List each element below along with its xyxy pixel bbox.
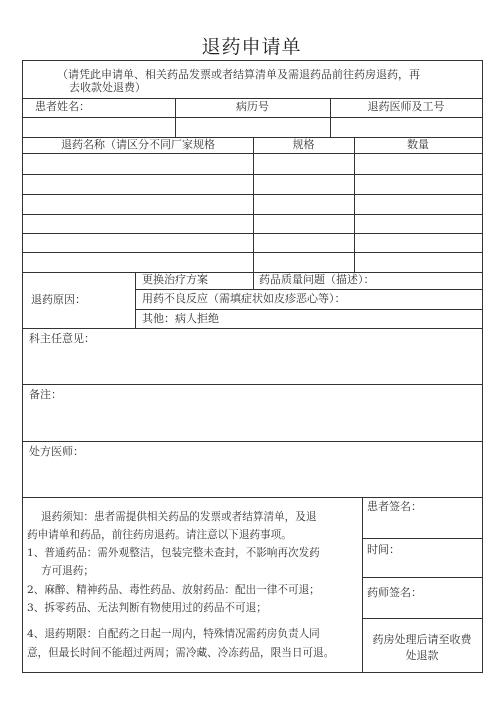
pharmacy-note-line-2: 处退款 — [405, 649, 439, 662]
reason-quality-issue[interactable]: 药品质量问题（描述）： — [259, 273, 375, 286]
refund-doctor-field[interactable] — [331, 118, 482, 137]
reason-other[interactable]: 其他：病人拒绝 — [142, 312, 219, 325]
record-number-label: 病历号 — [236, 100, 269, 113]
spec-header: 规格 — [292, 138, 315, 151]
reason-adverse-reaction[interactable]: 用药不良反应（需填症状如皮疹恶心等）： — [142, 292, 346, 305]
notice-line-4: 方可退药； — [41, 565, 94, 577]
pharmacy-note-line-1: 药房处理后请至收费 — [372, 633, 472, 646]
director-opinion-field[interactable] — [23, 329, 482, 384]
prescriber-field[interactable] — [23, 442, 482, 497]
patient-name-field[interactable] — [23, 118, 175, 137]
notice-line-6: 3、拆零药品、无法判断有物使用过的药品不可退； — [27, 602, 267, 614]
notice-line-8: 意，但最长时间不能超过两周；需冷藏、冷冻药品，限当日可退。 — [27, 647, 335, 659]
table-row[interactable] — [23, 215, 482, 233]
drug-name-header: 退药名称（请区分不同厂家规格 — [61, 138, 215, 151]
table-row[interactable] — [23, 195, 482, 214]
remark-label: 备注： — [29, 388, 62, 401]
form-title: 退药申请单 — [201, 36, 302, 58]
reason-change-treatment[interactable]: 更换治疗方案 — [142, 273, 208, 286]
record-number-field[interactable] — [176, 118, 330, 137]
pharmacist-sign-label[interactable]: 药师签名： — [367, 586, 422, 599]
notice-line-7: 4、退药期限：自配药之日起一周内，特殊情况需药房负责人同 — [27, 628, 320, 640]
quantity-header: 数量 — [407, 138, 429, 151]
director-opinion-label: 科主任意见： — [29, 332, 95, 345]
notice-line-5: 2、麻醉、精神药品、毒性药品、放射药品：配出一律不可退； — [27, 584, 320, 596]
refund-doctor-label: 退药医师及工号 — [367, 100, 445, 113]
patient-sign-label[interactable]: 患者签名： — [367, 500, 422, 513]
notice-line-1: 退药须知：患者需提供相关药品的发票或者结算清单，及退 — [41, 511, 317, 523]
notice-line-3: 1、普通药品：需外观整洁，包装完整未查封，不影响再次发药 — [27, 547, 320, 559]
reason-label: 退药原因： — [31, 293, 86, 306]
time-label[interactable]: 时间： — [367, 543, 400, 556]
table-row[interactable] — [23, 234, 482, 252]
prescriber-label: 处方医师： — [29, 445, 84, 458]
table-row[interactable] — [23, 175, 482, 194]
table-row[interactable] — [23, 253, 482, 272]
instruction-line-2: 去收款处退费） — [69, 81, 146, 94]
table-row[interactable] — [23, 154, 482, 174]
notice-line-2: 药申请单和药品，前往药房退药。请注意以下退药事项。 — [27, 529, 292, 541]
instruction-line-1: （请凭此申请单、相关药品发票或者结算清单及需退药品前往药房退药，再 — [57, 68, 420, 81]
patient-name-label: 患者姓名： — [35, 100, 90, 113]
refund-form — [22, 60, 483, 673]
remark-field[interactable] — [23, 385, 482, 441]
